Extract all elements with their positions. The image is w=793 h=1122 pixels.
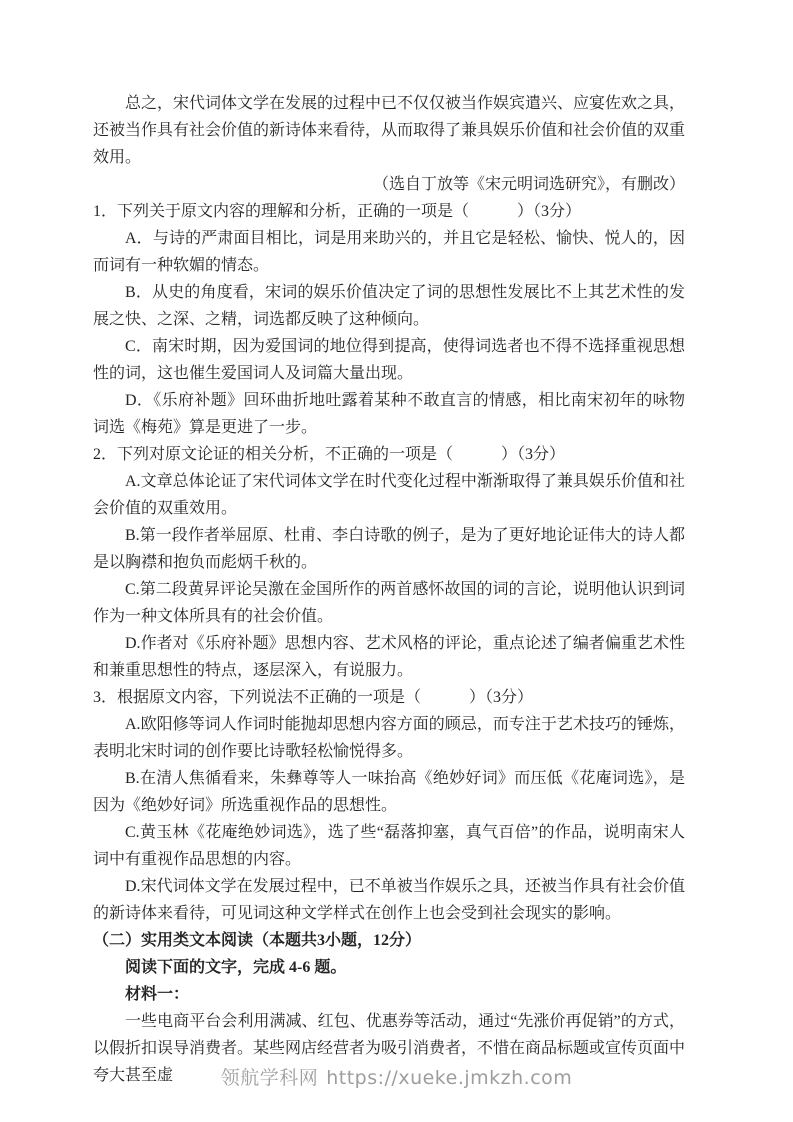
reading-instruction: 阅读下面的文字，完成 4-6 题。 <box>125 959 347 976</box>
question-3-option-d: D.宋代词体文学在发展过程中，已不单被当作娱乐之具，还被当作具有社会价值的新诗体来看待，可见词这种文学样式在创作上也会受到社会现实的影响。 <box>93 878 685 922</box>
source-attribution: （选自丁放等《宋元明词选研究》，有删改） <box>372 176 685 193</box>
question-1-stem: 1．下列关于原文内容的理解和分析，正确的一项是（ ）（3分） <box>93 203 582 220</box>
question-2-stem: 2．下列对原文论证的相关分析，不正确的一项是（ ）（3分） <box>93 446 566 463</box>
question-3-option-b: B.在清人焦循看来，朱彝尊等人一味抬高《绝妙好词》而压低《花庵词选》，是因为《绝妙好词》所选重视作品的思想性。 <box>93 770 685 814</box>
question-3-option-c: C.黄玉林《花庵绝妙词选》，选了些“磊落抑塞，真气百倍”的作品，说明南宋人词中有重视作品思想的内容。 <box>93 824 685 868</box>
question-1-option-b: B．从史的角度看，宋词的娱乐价值决定了词的思想性发展比不上其艺术性的发展之快、之深、之精，词选都反映了这种倾向。 <box>93 284 685 328</box>
question-3-stem: 3．根据原文内容，下列说法不正确的一项是（ ）（3分） <box>93 689 534 706</box>
question-2-option-d: D.作者对《乐府补题》思想内容、艺术风格的评论，重点论述了编者偏重艺术性和兼重思想性的特点，逐层深入，有说服力。 <box>93 635 685 679</box>
question-1-option-d: D．《乐府补题》回环曲折地吐露着某种不敢直言的情感，相比南宋初年的咏物词选《梅苑》算是更进了一步。 <box>93 392 685 436</box>
watermark-url: https://xueke.jmkzh.com <box>326 1067 573 1089</box>
material-1-label: 材料一： <box>125 986 190 1003</box>
watermark-site-name: 领航学科网 <box>220 1067 319 1089</box>
question-2-option-b: B.第一段作者举屈原、杜甫、李白诗歌的例子，是为了更好地论证伟大的诗人都是以胸襟和抱负而彪炳千秋的。 <box>93 527 685 571</box>
question-3-option-a: A.欧阳修等词人作词时能抛却思想内容方面的顾忌，而专注于艺术技巧的锤炼，表明北宋时词的创作要比诗歌轻松愉悦得多。 <box>93 716 685 760</box>
material-1-paragraph: 一些电商平台会利用满减、红包、优惠券等活动，通过“先涨价再促销”的方式，以假折扣误导消费者。某些网店经营者为吸引消费者，不惜在商品标题或宣传页面中夸大甚至虚 <box>93 1013 686 1084</box>
question-2-option-c: C.第二段黄昇评论吴激在金国所作的两首感怀故国的词的言论，说明他认识到词作为一种文体所具有的社会价值。 <box>93 581 685 625</box>
document-body <box>93 90 685 1089</box>
question-1-option-a: A．与诗的严肃面目相比，词是用来助兴的，并且它是轻松、愉快、悦人的，因而词有一种软媚的情态。 <box>93 230 685 274</box>
section-2-heading: （二）实用类文本阅读（本题共3小题，12分） <box>93 932 422 949</box>
watermark <box>0 1063 793 1090</box>
intro-paragraph: 总之，宋代词体文学在发展的过程中已不仅仅被当作娱宾遣兴、应宴佐欢之具，还被当作具有社会价值的新诗体来看待，从而取得了兼具娱乐价值和社会价值的双重效用。 <box>93 95 686 166</box>
question-2-option-a: A.文章总体论证了宋代词体文学在时代变化过程中渐渐取得了兼具娱乐价值和社会价值的双重效用。 <box>93 473 685 517</box>
question-1-option-c: C．南宋时期，因为爱国词的地位得到提高，使得词选者也不得不选择重视思想性的词，这也催生爱国词人及词篇大量出现。 <box>93 338 685 382</box>
